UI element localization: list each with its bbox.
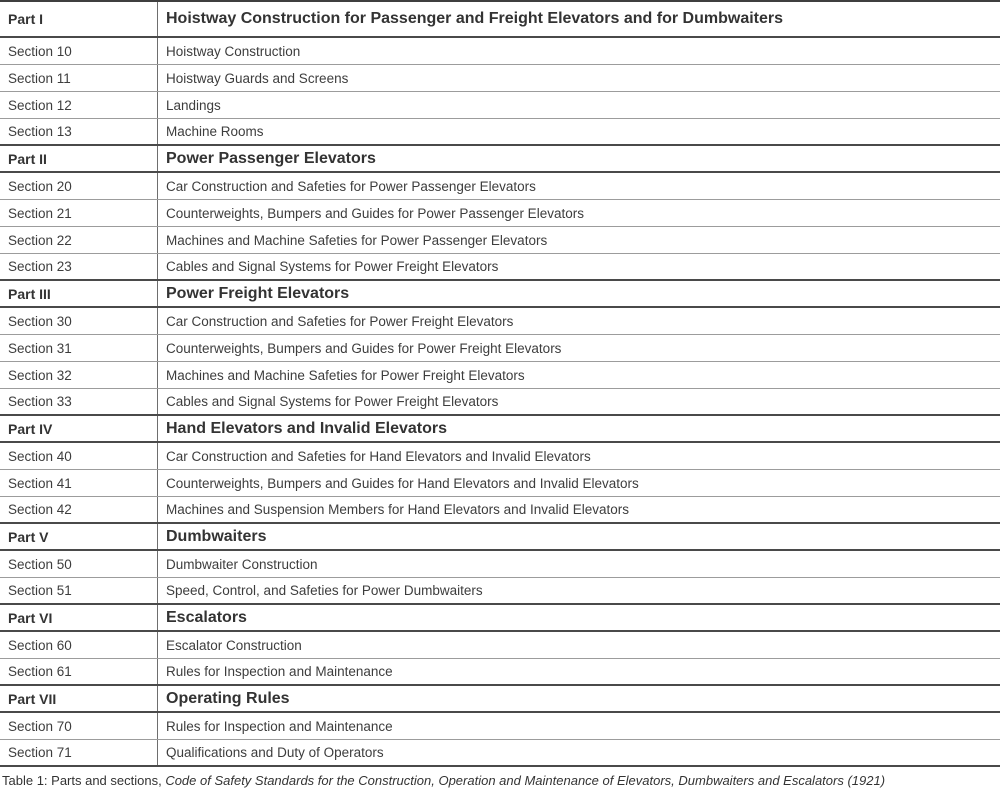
- caption-prefix: Table 1: Parts and sections,: [2, 773, 166, 788]
- section-title: Machine Rooms: [166, 124, 264, 139]
- part-title: Hoistway Construction for Passenger and Freight Elevators and for Dumbwaiters: [166, 10, 784, 27]
- part-label: Part I: [0, 2, 158, 36]
- section-label: Section 41: [0, 470, 158, 496]
- section-title: Machines and Machine Safeties for Power Freight Elevators: [166, 367, 525, 383]
- section-label: Section 60: [0, 632, 158, 658]
- section-label: Section 30: [0, 308, 158, 334]
- section-row: [0, 551, 1000, 578]
- section-row: [0, 65, 1000, 92]
- section-title: Qualifications and Duty of Operators: [166, 745, 384, 760]
- section-title: Dumbwaiter Construction: [166, 556, 318, 572]
- part-title: Escalators: [166, 608, 247, 626]
- section-row: [0, 308, 1000, 335]
- section-row: [0, 713, 1000, 740]
- part-label: Part VII: [0, 686, 158, 711]
- section-label: Section 71: [0, 740, 158, 765]
- section-row: [0, 470, 1000, 497]
- section-row: [0, 632, 1000, 659]
- section-label: Section 51: [0, 578, 158, 603]
- section-title: Counterweights, Bumpers and Guides for Power Freight Elevators: [166, 340, 562, 356]
- part-title: Power Freight Elevators: [166, 284, 350, 302]
- section-label: Section 23: [0, 254, 158, 279]
- section-label: Section 32: [0, 362, 158, 388]
- part-row: [0, 524, 1000, 551]
- part-row: [0, 281, 1000, 308]
- section-title: Hoistway Guards and Screens: [166, 70, 349, 86]
- section-row: [0, 443, 1000, 470]
- part-label: Part II: [0, 146, 158, 171]
- section-row: [0, 497, 1000, 524]
- section-title: Cables and Signal Systems for Power Freight Elevators: [166, 259, 499, 274]
- section-title: Counterweights, Bumpers and Guides for Power Passenger Elevators: [166, 205, 584, 221]
- section-row: [0, 173, 1000, 200]
- section-row: [0, 335, 1000, 362]
- section-label: Section 20: [0, 173, 158, 199]
- section-title: Hoistway Construction: [166, 43, 301, 59]
- section-title: Car Construction and Safeties for Power Freight Elevators: [166, 313, 514, 329]
- section-title: Machines and Machine Safeties for Power Passenger Elevators: [166, 232, 548, 248]
- part-label: Part V: [0, 524, 158, 549]
- table-caption: [0, 773, 1000, 788]
- section-row: [0, 659, 1000, 686]
- part-label: Part III: [0, 281, 158, 306]
- part-row: [0, 146, 1000, 173]
- section-title: Machines and Suspension Members for Hand Elevators and Invalid Elevators: [166, 502, 629, 517]
- section-label: Section 33: [0, 389, 158, 414]
- section-title: Speed, Control, and Safeties for Power Dumbwaiters: [166, 583, 483, 598]
- section-title: Cables and Signal Systems for Power Freight Elevators: [166, 394, 499, 409]
- section-title: Counterweights, Bumpers and Guides for Hand Elevators and Invalid Elevators: [166, 475, 639, 491]
- section-title: Car Construction and Safeties for Power Passenger Elevators: [166, 178, 536, 194]
- part-title: Dumbwaiters: [166, 527, 267, 545]
- section-row: [0, 740, 1000, 767]
- section-label: Section 11: [0, 65, 158, 91]
- section-row: [0, 362, 1000, 389]
- part-title: Hand Elevators and Invalid Elevators: [166, 419, 447, 437]
- part-title: Power Passenger Elevators: [166, 149, 376, 167]
- section-row: [0, 578, 1000, 605]
- section-title: Rules for Inspection and Maintenance: [166, 664, 393, 679]
- part-row: [0, 686, 1000, 713]
- section-row: [0, 119, 1000, 146]
- part-label: Part VI: [0, 605, 158, 630]
- section-title: Rules for Inspection and Maintenance: [166, 718, 393, 734]
- section-row: [0, 200, 1000, 227]
- section-label: Section 31: [0, 335, 158, 361]
- section-label: Section 70: [0, 713, 158, 739]
- section-row: [0, 389, 1000, 416]
- section-label: Section 61: [0, 659, 158, 684]
- section-label: Section 40: [0, 443, 158, 469]
- part-label: Part IV: [0, 416, 158, 441]
- part-row: [0, 416, 1000, 443]
- section-row: [0, 254, 1000, 281]
- section-row: [0, 227, 1000, 254]
- section-label: Section 10: [0, 38, 158, 64]
- section-label: Section 13: [0, 119, 158, 144]
- section-title: Landings: [166, 97, 221, 113]
- part-row: [0, 605, 1000, 632]
- caption-citation: Code of Safety Standards for the Construction, Operation and Maintenance of Elevators, Dumbwaiters and Escalators (1921): [165, 773, 886, 788]
- section-row: [0, 38, 1000, 65]
- section-title: Car Construction and Safeties for Hand Elevators and Invalid Elevators: [166, 448, 591, 464]
- part-title: Operating Rules: [166, 689, 290, 707]
- section-label: Section 42: [0, 497, 158, 522]
- section-label: Section 50: [0, 551, 158, 577]
- section-title: Escalator Construction: [166, 637, 302, 653]
- part-row: [0, 2, 1000, 38]
- section-label: Section 12: [0, 92, 158, 118]
- section-row: [0, 92, 1000, 119]
- section-label: Section 21: [0, 200, 158, 226]
- section-label: Section 22: [0, 227, 158, 253]
